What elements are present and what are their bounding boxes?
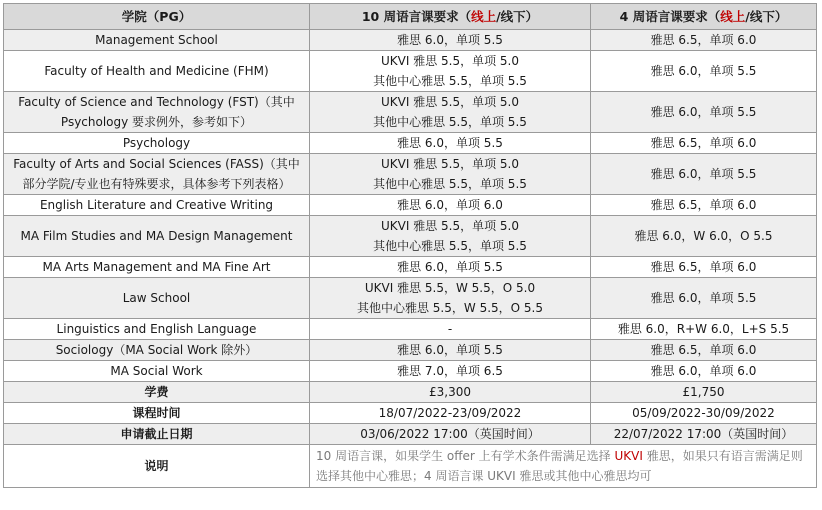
ten-week-requirement: [310, 319, 591, 340]
ten-week-requirement-line: 雅思 7.0，单项 6.5: [397, 364, 503, 378]
table-row: [4, 30, 817, 51]
note-text-b: 雅思，如果只有语言需满足则选择其他中心雅思；4 周语言课 UKVI 雅思或其他中心雅思均可: [316, 449, 803, 483]
school-name: Faculty of Health and Medicine (FHM): [4, 51, 310, 92]
ten-week-requirement-line: UKVI 雅思 5.5，单项 5.0: [380, 219, 519, 233]
course-time-four-week: 05/09/2022-30/09/2022: [591, 403, 817, 424]
school-name: MA Arts Management and MA Fine Art: [4, 257, 310, 278]
school-name: English Literature and Creative Writing: [4, 195, 310, 216]
ten-week-requirement: [310, 51, 591, 92]
header-ten-week: [310, 4, 591, 30]
header-ten-week-online: 线上: [471, 8, 497, 24]
requirements-table-container: [3, 3, 819, 488]
school-name: Management School: [4, 30, 310, 51]
school-name: Faculty of Arts and Social Sciences (FASS)（其中部分学院/专业也有特殊要求，具体参考下列表格）: [4, 154, 310, 195]
ten-week-requirement: [310, 216, 591, 257]
four-week-requirement: 雅思 6.5，单项 6.0: [591, 133, 817, 154]
header-four-week: [591, 4, 817, 30]
summary-body: [4, 382, 817, 488]
table-row: [4, 92, 817, 133]
ten-week-requirement-line: 其他中心雅思 5.5，单项 5.5: [373, 239, 527, 253]
school-name: MA Social Work: [4, 361, 310, 382]
header-ten-week-post: /线下）: [496, 8, 539, 24]
note-text: [310, 445, 817, 488]
course-time-label: 课程时间: [4, 403, 310, 424]
ten-week-requirement-line: UKVI 雅思 5.5，单项 5.0: [380, 157, 519, 171]
requirements-body: [4, 30, 817, 382]
four-week-requirement: 雅思 6.0，单项 6.0: [591, 361, 817, 382]
ten-week-requirement-line: UKVI 雅思 5.5，W 5.5，O 5.0: [364, 281, 536, 295]
four-week-requirement: 雅思 6.5，单项 6.0: [591, 340, 817, 361]
header-four-week-pre: 4 周语言课要求（: [619, 8, 721, 24]
ten-week-requirement: [310, 154, 591, 195]
deadline-four-week: 22/07/2022 17:00（英国时间）: [591, 424, 817, 445]
school-name: MA Film Studies and MA Design Management: [4, 216, 310, 257]
four-week-requirement: 雅思 6.5，单项 6.0: [591, 257, 817, 278]
course-time-ten-week: 18/07/2022-23/09/2022: [310, 403, 591, 424]
four-week-requirement: 雅思 6.0，单项 5.5: [591, 154, 817, 195]
ten-week-requirement-line: 其他中心雅思 5.5，单项 5.5: [373, 74, 527, 88]
school-name: Psychology: [4, 133, 310, 154]
header-four-week-online: 线上: [720, 8, 746, 24]
table-row: [4, 319, 817, 340]
ten-week-requirement-line: 雅思 6.0，单项 5.5: [397, 260, 503, 274]
tuition-label: 学费: [4, 382, 310, 403]
table-header-row: [4, 4, 817, 30]
note-label: 说明: [4, 445, 310, 488]
table-row: [4, 340, 817, 361]
ten-week-requirement-line: 雅思 6.0，单项 5.5: [397, 136, 503, 150]
four-week-requirement: 雅思 6.5，单项 6.0: [591, 195, 817, 216]
header-four-week-post: /线下）: [745, 8, 788, 24]
table-row: [4, 216, 817, 257]
ten-week-requirement: [310, 340, 591, 361]
four-week-requirement: 雅思 6.0，单项 5.5: [591, 92, 817, 133]
ten-week-requirement-line: 其他中心雅思 5.5，W 5.5，O 5.5: [356, 301, 543, 315]
ten-week-requirement: [310, 278, 591, 319]
ten-week-requirement-line: 其他中心雅思 5.5，单项 5.5: [373, 115, 527, 129]
school-name: Sociology（MA Social Work 除外）: [4, 340, 310, 361]
school-name: Law School: [4, 278, 310, 319]
four-week-requirement: 雅思 6.0，W 6.0，O 5.5: [591, 216, 817, 257]
table-row: [4, 154, 817, 195]
ten-week-requirement-line: 其他中心雅思 5.5，单项 5.5: [373, 177, 527, 191]
table-row: [4, 195, 817, 216]
table-row: [4, 278, 817, 319]
ten-week-requirement: [310, 257, 591, 278]
table-row: [4, 51, 817, 92]
ten-week-requirement-line: UKVI 雅思 5.5，单项 5.0: [380, 95, 519, 109]
ten-week-requirement-line: 雅思 6.0，单项 5.5: [397, 343, 503, 357]
note-row: [4, 445, 817, 488]
ten-week-requirement: [310, 30, 591, 51]
deadline-row: [4, 424, 817, 445]
school-name: Linguistics and English Language: [4, 319, 310, 340]
deadline-ten-week: 03/06/2022 17:00（英国时间）: [310, 424, 591, 445]
school-name: Faculty of Science and Technology (FST)（其中 Psychology 要求例外，参考如下）: [4, 92, 310, 133]
ten-week-requirement-line: UKVI 雅思 5.5，单项 5.0: [380, 54, 519, 68]
four-week-requirement: 雅思 6.5，单项 6.0: [591, 30, 817, 51]
four-week-requirement: 雅思 6.0，单项 5.5: [591, 278, 817, 319]
table-row: [4, 361, 817, 382]
ten-week-requirement-line: 雅思 6.0，单项 6.0: [397, 198, 503, 212]
tuition-ten-week: £3,300: [310, 382, 591, 403]
note-text-a: 10 周语言课，如果学生 offer 上有学术条件需满足选择: [316, 449, 615, 463]
header-school: 学院（PG）: [4, 4, 310, 30]
four-week-requirement: 雅思 6.0，单项 5.5: [591, 51, 817, 92]
ten-week-requirement: [310, 195, 591, 216]
tuition-four-week: £1,750: [591, 382, 817, 403]
ten-week-requirement: [310, 133, 591, 154]
table-row: [4, 257, 817, 278]
language-course-requirements-table: [3, 3, 817, 488]
note-text-ukvi: UKVI: [614, 449, 643, 463]
four-week-requirement: 雅思 6.0，R+W 6.0，L+S 5.5: [591, 319, 817, 340]
ten-week-requirement-line: -: [447, 322, 453, 336]
tuition-row: [4, 382, 817, 403]
deadline-label: 申请截止日期: [4, 424, 310, 445]
course-time-row: [4, 403, 817, 424]
table-row: [4, 133, 817, 154]
ten-week-requirement-line: 雅思 6.0，单项 5.5: [397, 33, 503, 47]
ten-week-requirement: [310, 361, 591, 382]
header-ten-week-pre: 10 周语言课要求（: [361, 8, 472, 24]
ten-week-requirement: [310, 92, 591, 133]
